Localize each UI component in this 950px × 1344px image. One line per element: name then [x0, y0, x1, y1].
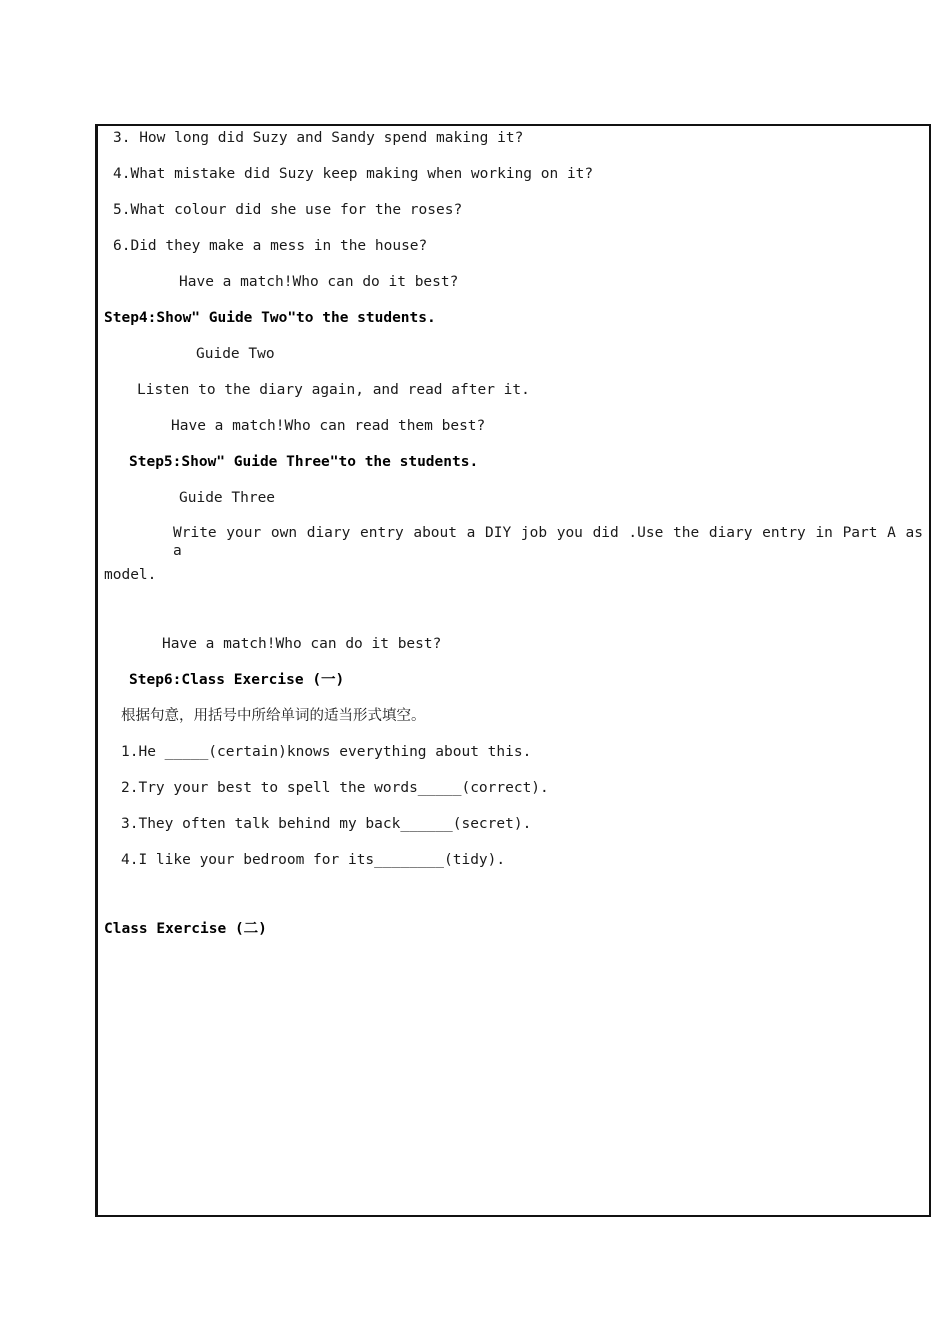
- guide-three-text: Write your own diary entry about a DIY job you did .Use the diary entry in Part A as a: [173, 525, 923, 559]
- exercise-item: 4.I like your bedroom for its________(tidy).: [121, 852, 506, 868]
- question-5: 5.What colour did she use for the roses?: [113, 202, 463, 218]
- match-prompt: Have a match!Who can do it best?: [162, 636, 442, 652]
- exercise-instruction: 根据句意，用括号中所给单词的适当形式填空。: [121, 708, 426, 724]
- guide-two-text: Listen to the diary again, and read after it.: [137, 382, 530, 398]
- match-prompt: Have a match!Who can do it best?: [179, 274, 459, 290]
- guide-two-title: Guide Two: [196, 346, 275, 362]
- step5-heading: Step5:Show" Guide Three"to the students.: [129, 454, 479, 470]
- question-6: 6.Did they make a mess in the house?: [113, 238, 428, 254]
- guide-three-text-continued: model.: [104, 567, 157, 583]
- class-exercise-two-heading: Class Exercise (二): [104, 921, 267, 937]
- exercise-item: 3.They often talk behind my back______(secret).: [121, 816, 532, 832]
- exercise-item: 2.Try your best to spell the words_____(correct).: [121, 780, 549, 796]
- guide-three-title: Guide Three: [179, 490, 276, 506]
- exercise-item: 1.He _____(certain)knows everything about this.: [121, 744, 532, 760]
- step4-heading: Step4:Show" Guide Two"to the students.: [104, 310, 436, 326]
- match-prompt: Have a match!Who can read them best?: [171, 418, 486, 434]
- question-4: 4.What mistake did Suzy keep making when working on it?: [113, 166, 594, 182]
- question-3: 3. How long did Suzy and Sandy spend making it?: [113, 130, 524, 146]
- step6-heading: Step6:Class Exercise (一): [129, 672, 345, 688]
